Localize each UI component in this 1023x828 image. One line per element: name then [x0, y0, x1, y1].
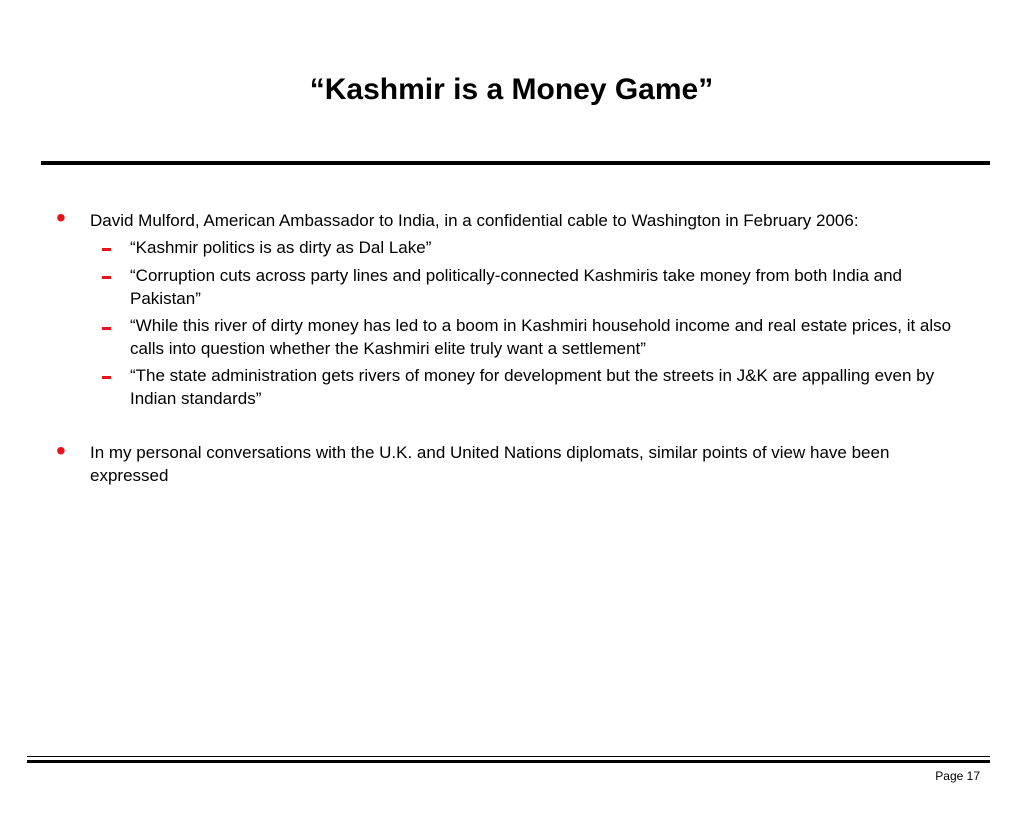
sub-bullet-text: “Corruption cuts across party lines and politically-connected Kashmiris take money from both India and Pakistan”	[130, 266, 902, 308]
title-divider	[41, 161, 990, 165]
bullet-marker: •	[56, 202, 66, 233]
sub-bullet-dash	[102, 276, 111, 279]
sub-bullet-text: “While this river of dirty money has led to a boom in Kashmiri household income and real estate prices, it also calls into question whether the Kashmiri elite truly want a settlement”	[130, 316, 952, 358]
sub-bullet-dash	[102, 327, 111, 330]
bullet-text: In my personal conversations with the U.K. and United Nations diplomats, similar points of view have been expressed	[90, 443, 890, 485]
sub-bullet-text: “Kashmir politics is as dirty as Dal Lake”	[130, 238, 432, 257]
page-number: Page 17	[935, 769, 980, 783]
footer-rule-thin	[27, 756, 990, 757]
bullet-text: David Mulford, American Ambassador to India, in a confidential cable to Washington in February 2006:	[90, 211, 859, 230]
bullet-marker: •	[56, 435, 66, 466]
sub-bullet-dash	[102, 376, 111, 379]
slide-title: “Kashmir is a Money Game”	[309, 73, 714, 106]
sub-bullet-text: “The state administration gets rivers of money for development but the streets in J&K are appalling even by Indian standards”	[130, 366, 935, 408]
footer-rule-thick	[27, 760, 990, 763]
sub-bullet-dash	[102, 248, 111, 251]
